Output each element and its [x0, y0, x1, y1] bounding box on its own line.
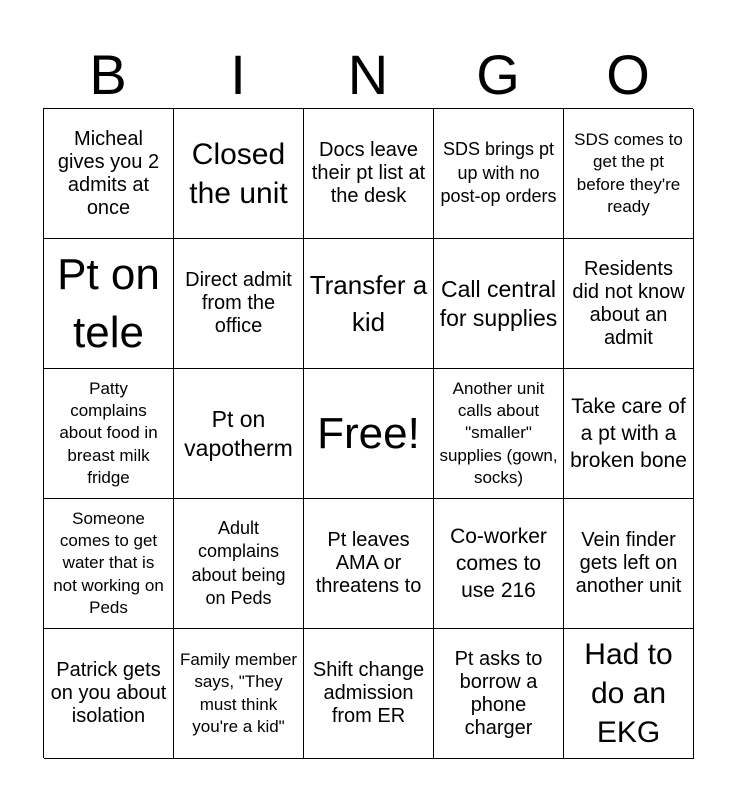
header-letter-b: B: [89, 43, 127, 106]
free-space[interactable]: [304, 369, 434, 499]
bingo-cell[interactable]: [174, 109, 304, 239]
bingo-cell[interactable]: [44, 499, 174, 629]
bingo-cell[interactable]: [44, 369, 174, 499]
bingo-cell[interactable]: [174, 239, 304, 369]
cell-text: Family member says, "They must think you're a kid": [179, 650, 298, 736]
header-letter-n: N: [347, 43, 389, 106]
bingo-cell[interactable]: [304, 629, 434, 759]
cell-text: Co-worker comes to use 216: [450, 524, 547, 603]
cell-text: Micheal gives you 2 admits at once: [57, 127, 160, 219]
bingo-cell[interactable]: [434, 239, 564, 369]
cell-text: Closed the unit: [189, 137, 288, 210]
cell-text: Transfer a kid: [309, 270, 428, 337]
bingo-cell[interactable]: [44, 629, 174, 759]
header-letter-o: O: [606, 43, 650, 106]
bingo-cell[interactable]: [564, 109, 694, 239]
cell-text: Direct admit from the office: [185, 269, 292, 337]
bingo-cell[interactable]: [174, 369, 304, 499]
cell-text: Had to do an EKG: [584, 638, 673, 749]
bingo-cell[interactable]: [564, 499, 694, 629]
cell-text: Residents did not know about an admit: [572, 257, 685, 349]
cell-text: Docs leave their pt list at the desk: [311, 139, 426, 207]
cell-text: Someone comes to get water that is not working on Peds: [53, 509, 164, 617]
cell-text: Pt on vapotherm: [184, 406, 293, 461]
cell-text: Vein finder gets left on another unit: [575, 529, 682, 597]
cell-text: Free!: [317, 408, 420, 458]
bingo-cell[interactable]: [304, 499, 434, 629]
bingo-cell[interactable]: [564, 369, 694, 499]
bingo-cell[interactable]: [44, 109, 174, 239]
bingo-cell[interactable]: [434, 369, 564, 499]
cell-text: SDS comes to get the pt before they're ready: [574, 130, 683, 216]
bingo-cell[interactable]: [304, 239, 434, 369]
bingo-cell[interactable]: [564, 239, 694, 369]
bingo-board: [43, 108, 693, 758]
bingo-cell[interactable]: [304, 109, 434, 239]
cell-text: Patrick gets on you about isolation: [50, 659, 167, 727]
cell-text: Take care of a pt with a broken bone: [570, 394, 687, 473]
header-letter-i: I: [230, 43, 246, 106]
bingo-cell[interactable]: [174, 499, 304, 629]
bingo-cell[interactable]: [434, 109, 564, 239]
bingo-cell[interactable]: [174, 629, 304, 759]
bingo-cell[interactable]: [434, 499, 564, 629]
cell-text: Call central for supplies: [439, 276, 558, 331]
cell-text: Patty complains about food in breast milk fridge: [59, 379, 158, 487]
cell-text: Shift change admission from ER: [312, 659, 425, 727]
bingo-header: [43, 42, 693, 108]
cell-text: SDS brings pt up with no post-op orders: [440, 139, 557, 207]
cell-text: Pt on tele: [57, 250, 160, 357]
cell-text: Adult complains about being on Peds: [191, 517, 286, 608]
bingo-cell[interactable]: [44, 239, 174, 369]
bingo-cell[interactable]: [434, 629, 564, 759]
header-letter-g: G: [476, 43, 520, 106]
cell-text: Pt leaves AMA or threatens to: [315, 529, 422, 597]
bingo-cell[interactable]: [564, 629, 694, 759]
cell-text: Pt asks to borrow a phone charger: [454, 647, 543, 739]
cell-text: Another unit calls about "smaller" supplies (gown, socks): [439, 379, 558, 487]
